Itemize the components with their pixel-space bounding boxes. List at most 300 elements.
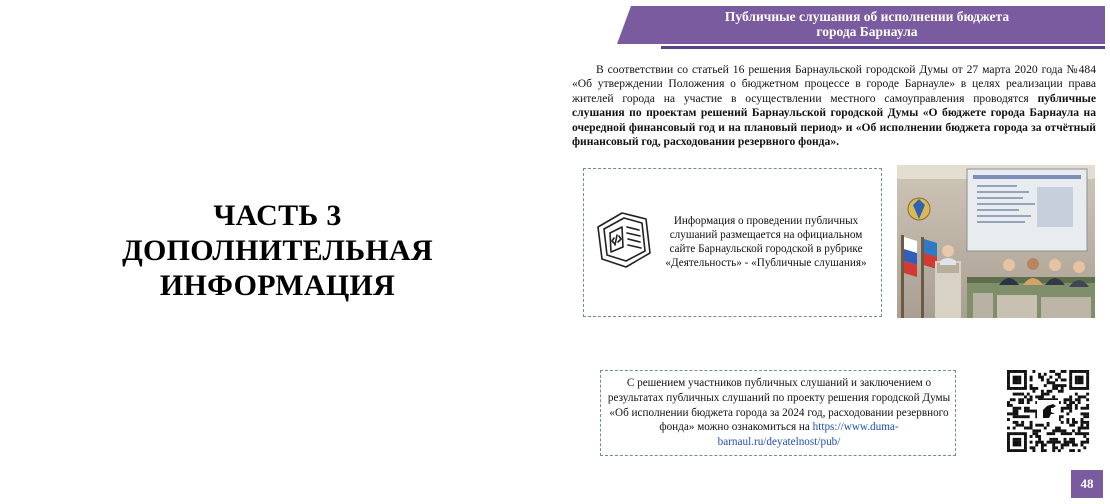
qr-module [1038,441,1041,444]
qr-module [1081,376,1084,379]
qr-module [1024,384,1027,387]
qr-module [1015,449,1018,452]
qr-module [1072,370,1075,373]
qr-module [1083,412,1086,415]
qr-module [1018,401,1021,404]
qr-module [1069,441,1072,444]
qr-module [1064,438,1067,441]
page-number: 48 [1071,470,1103,498]
qr-module [1055,429,1058,432]
qr-module [1018,449,1021,452]
qr-module [1078,376,1081,379]
qr-module [1072,449,1075,452]
qr-module [1069,404,1072,407]
qr-module [1049,381,1052,384]
qr-module [1032,370,1035,373]
qr-module [1081,418,1084,421]
qr-module [1081,412,1084,415]
qr-module [1015,410,1018,413]
qr-module [1041,424,1044,427]
qr-module [1035,424,1038,427]
qr-module [1064,401,1067,404]
qr-module [1007,384,1010,387]
qr-module [1052,444,1055,447]
qr-module [1081,424,1084,427]
qr-module [1078,401,1081,404]
result-box [600,370,956,456]
qr-module [1021,387,1024,390]
qr-module [1047,393,1050,396]
qr-module [1030,410,1033,413]
qr-module [1086,393,1089,396]
section-banner [617,6,1105,48]
qr-module [1083,370,1086,373]
qr-module [1010,449,1013,452]
qr-module [1038,435,1041,438]
qr-module [1007,381,1010,384]
qr-module [1086,398,1089,401]
qr-module [1061,390,1064,393]
qr-module [1007,370,1010,373]
result-link[interactable]: https://www.duma-barnaul.ru/deyatelnost/pub/ [717,421,899,449]
qr-module [1083,421,1086,424]
qr-module [1044,373,1047,376]
qr-module [1086,407,1089,410]
qr-module [1064,441,1067,444]
qr-module [1015,424,1018,427]
qr-module [1041,393,1044,396]
qr-module [1015,421,1018,424]
qr-module [1018,398,1021,401]
qr-module [1018,441,1021,444]
banner-title [629,9,1105,39]
qr-module [1010,398,1013,401]
qr-module [1081,407,1084,410]
qr-module [1086,424,1089,427]
qr-module [1075,378,1078,381]
qr-module [1007,404,1010,407]
qr-module [1061,415,1064,418]
intro-regular-text: В соответствии со статьей 16 решения Барнаульской городской Думы от 27 марта 2020 года №484 «Об утверждении Положения о бюджетном процессе в городе Барнауле» в целях реализации права жителей города на участие в осуществлении местного самоуправления проводятся [572,63,1096,105]
qr-module [1021,432,1024,435]
qr-module [1055,438,1058,441]
qr-module [1061,410,1064,413]
qr-module [1015,370,1018,373]
result-text [607,376,951,450]
qr-module [1021,424,1024,427]
qr-module [1007,401,1010,404]
qr-module [1078,387,1081,390]
qr-module [1030,398,1033,401]
qr-module [1061,407,1064,410]
qr-module [1032,429,1035,432]
qr-module [1061,378,1064,381]
qr-module [1024,376,1027,379]
qr-module [1030,435,1033,438]
qr-module [1013,441,1016,444]
qr-module [1069,410,1072,413]
qr-module [1058,373,1061,376]
qr-module [1024,435,1027,438]
qr-module [1081,427,1084,430]
qr-module [1015,381,1018,384]
banner-title-line-2: города Барнаула [816,24,918,39]
qr-module [1075,407,1078,410]
right-page [555,0,1110,504]
qr-module [1061,384,1064,387]
qr-module [1024,370,1027,373]
qr-module [1035,432,1038,435]
qr-module [1081,395,1084,398]
qr-module [1083,435,1086,438]
qr-module [1061,432,1064,435]
qr-module [1052,432,1055,435]
qr-module [1007,449,1010,452]
qr-module [1078,429,1081,432]
qr-module [1027,401,1030,404]
qr-module [1052,387,1055,390]
qr-module [1049,376,1052,379]
qr-module [1052,446,1055,449]
qr-module [1010,412,1013,415]
qr-module [1007,378,1010,381]
banner-underline [661,46,1105,49]
qr-module [1038,429,1041,432]
qr-module [1035,441,1038,444]
qr-module [1058,376,1061,379]
qr-module [1066,444,1069,447]
qr-module [1086,415,1089,418]
qr-module [1013,376,1016,379]
qr-module [1081,444,1084,447]
qr-module [1069,370,1072,373]
qr-module [1078,398,1081,401]
qr-module [1021,415,1024,418]
qr-module [1024,410,1027,413]
part-title-line-1: ЧАСТЬ 3 [213,199,342,232]
qr-module [1055,427,1058,430]
qr-module [1013,393,1016,396]
qr-module [1007,418,1010,421]
qr-module [1052,370,1055,373]
banner-title-line-1: Публичные слушания об исполнении бюджета [724,9,1010,24]
qr-module [1007,427,1010,430]
result-text-body: С решением участников публичных слушаний и заключением о результатах публичных слушаний по проекту решения городской Думы «Об исполнении бюджета города за 2024 год, расходовании резервного фонда» можно ознакомиться на [607,377,951,434]
qr-module [1066,407,1069,410]
qr-module [1030,427,1033,430]
qr-module [1035,429,1038,432]
qr-module [1007,435,1010,438]
qr-logo [1037,400,1059,422]
qr-module [1083,387,1086,390]
qr-module [1041,378,1044,381]
qr-module [1069,387,1072,390]
qr-module [1038,376,1041,379]
qr-module [1044,449,1047,452]
info-box [583,168,882,317]
qr-module [1066,404,1069,407]
qr-module [1018,432,1021,435]
qr-module [1041,395,1044,398]
qr-module [1041,444,1044,447]
qr-module [1015,444,1018,447]
qr-module [1018,415,1021,418]
qr-module [1015,432,1018,435]
qr-module [1013,444,1016,447]
qr-module [1081,421,1084,424]
qr-module [1013,432,1016,435]
qr-module [1018,387,1021,390]
qr-module [1021,370,1024,373]
qr-module [1072,387,1075,390]
qr-module [1018,438,1021,441]
qr-module [1035,444,1038,447]
qr-module [1061,446,1064,449]
qr-module [1083,395,1086,398]
qr-module [1024,387,1027,390]
qr-module [1075,404,1078,407]
qr-module [1038,373,1041,376]
qr-module [1064,407,1067,410]
qr-module [1010,404,1013,407]
qr-module [1064,429,1067,432]
qr-module [1083,415,1086,418]
qr-module [1047,381,1050,384]
qr-module [1027,407,1030,410]
qr-module [1072,418,1075,421]
qr-module [1055,384,1058,387]
qr-module [1083,432,1086,435]
qr-module [1066,398,1069,401]
qr-module [1052,449,1055,452]
qr-module [1086,427,1089,430]
qr-module [1041,449,1044,452]
qr-module [1032,410,1035,413]
qr-module [1072,429,1075,432]
qr-module [1021,449,1024,452]
qr-module [1049,432,1052,435]
qr-module [1013,381,1016,384]
qr-module [1024,373,1027,376]
qr-module [1015,412,1018,415]
qr-module [1086,412,1089,415]
qr-module [1055,387,1058,390]
qr-module [1041,376,1044,379]
qr-module [1018,393,1021,396]
qr-module [1030,421,1033,424]
qr-module [1066,418,1069,421]
qr-module [1058,390,1061,393]
qr-module [1069,432,1072,435]
qr-module [1013,438,1016,441]
qr-module [1030,424,1033,427]
qr-module [1075,376,1078,379]
qr-module [1027,398,1030,401]
qr-module [1049,390,1052,393]
qr-module [1024,441,1027,444]
qr-module [1049,441,1052,444]
qr-module [1030,384,1033,387]
qr-module [1030,378,1033,381]
qr-module [1027,410,1030,413]
qr-module [1035,387,1038,390]
qr-module [1007,412,1010,415]
qr-module [1078,449,1081,452]
qr-module [1044,427,1047,430]
qr-module [1030,446,1033,449]
qr-module [1038,424,1041,427]
qr-module [1081,432,1084,435]
qr-module [1052,429,1055,432]
qr-module [1078,395,1081,398]
qr-module [1024,415,1027,418]
qr-module [1013,398,1016,401]
qr-module [1061,370,1064,373]
qr-module [1055,446,1058,449]
qr-code-icon[interactable] [1005,370,1091,452]
qr-module [1007,441,1010,444]
qr-module [1081,370,1084,373]
qr-module [1013,412,1016,415]
qr-module [1086,378,1089,381]
qr-module [1052,381,1055,384]
qr-module [1086,441,1089,444]
qr-module [1010,432,1013,435]
intro-bold-text: публичные слушания по проектам решений Барнаульской городской Думы «О бюджете города Барнаула на очередной финансовый год и на плановый период» и «Об исполнении бюджета города за отчётный финансовый год, расходовании резервного фонда». [572,91,1096,149]
qr-module [1018,444,1021,447]
qr-module [1032,449,1035,452]
qr-module [1083,407,1086,410]
qr-module [1069,401,1072,404]
qr-module [1075,393,1078,396]
qr-module [1069,378,1072,381]
qr-module [1052,441,1055,444]
qr-module [1069,438,1072,441]
qr-module [1064,444,1067,447]
qr-module [1078,381,1081,384]
qr-module [1030,387,1033,390]
qr-module [1064,378,1067,381]
qr-module [1010,370,1013,373]
qr-module [1018,424,1021,427]
qr-module [1072,401,1075,404]
qr-module [1083,441,1086,444]
qr-module [1081,387,1084,390]
qr-module [1069,381,1072,384]
qr-module [1018,407,1021,410]
qr-module [1086,404,1089,407]
qr-module [1064,432,1067,435]
qr-module [1007,444,1010,447]
qr-module [1044,384,1047,387]
qr-module [1024,449,1027,452]
qr-module [1061,444,1064,447]
qr-module [1075,432,1078,435]
qr-module [1081,378,1084,381]
qr-module [1027,427,1030,430]
qr-module [1041,441,1044,444]
qr-module [1024,381,1027,384]
qr-module [1055,378,1058,381]
qr-module [1058,441,1061,444]
qr-module [1061,387,1064,390]
qr-module [1078,427,1081,430]
qr-module [1086,438,1089,441]
qr-module [1015,438,1018,441]
qr-module [1064,398,1067,401]
qr-module [1024,407,1027,410]
qr-module [1055,373,1058,376]
qr-module [1024,446,1027,449]
qr-module [1024,444,1027,447]
qr-module [1044,444,1047,447]
qr-module [1075,370,1078,373]
qr-module [1069,373,1072,376]
qr-module [1032,446,1035,449]
qr-module [1015,415,1018,418]
qr-module [1069,395,1072,398]
qr-module [1052,438,1055,441]
qr-module [1058,429,1061,432]
qr-module [1086,381,1089,384]
qr-module [1015,407,1018,410]
meeting-photo [897,165,1095,318]
qr-module [1021,398,1024,401]
qr-module [1086,373,1089,376]
qr-module [1044,393,1047,396]
part-title [40,198,515,303]
qr-module [1081,381,1084,384]
qr-module [1075,421,1078,424]
qr-module [1086,384,1089,387]
qr-module [1032,387,1035,390]
qr-module [1015,378,1018,381]
qr-module [1069,449,1072,452]
qr-module [1072,424,1075,427]
qr-module [1086,387,1089,390]
qr-module [1024,378,1027,381]
document-code-icon [592,205,660,271]
part-title-line-2: ДОПОЛНИТЕЛЬНАЯ [122,234,433,267]
qr-module [1061,429,1064,432]
qr-module [1015,393,1018,396]
qr-module [1052,384,1055,387]
qr-module [1069,384,1072,387]
qr-module [1015,441,1018,444]
qr-module [1018,376,1021,379]
intro-paragraph [572,63,1096,149]
qr-module [1083,446,1086,449]
qr-module [1047,424,1050,427]
qr-module [1066,441,1069,444]
qr-module [1041,390,1044,393]
qr-module [1030,441,1033,444]
qr-module [1018,378,1021,381]
qr-module [1032,432,1035,435]
qr-module [1018,370,1021,373]
qr-module [1081,441,1084,444]
qr-module [1052,395,1055,398]
qr-module [1013,370,1016,373]
qr-module [1058,427,1061,430]
qr-module [1072,421,1075,424]
qr-module [1038,438,1041,441]
qr-module [1086,421,1089,424]
qr-module [1069,398,1072,401]
qr-module [1013,415,1016,418]
qr-module [1013,449,1016,452]
qr-module [1013,387,1016,390]
